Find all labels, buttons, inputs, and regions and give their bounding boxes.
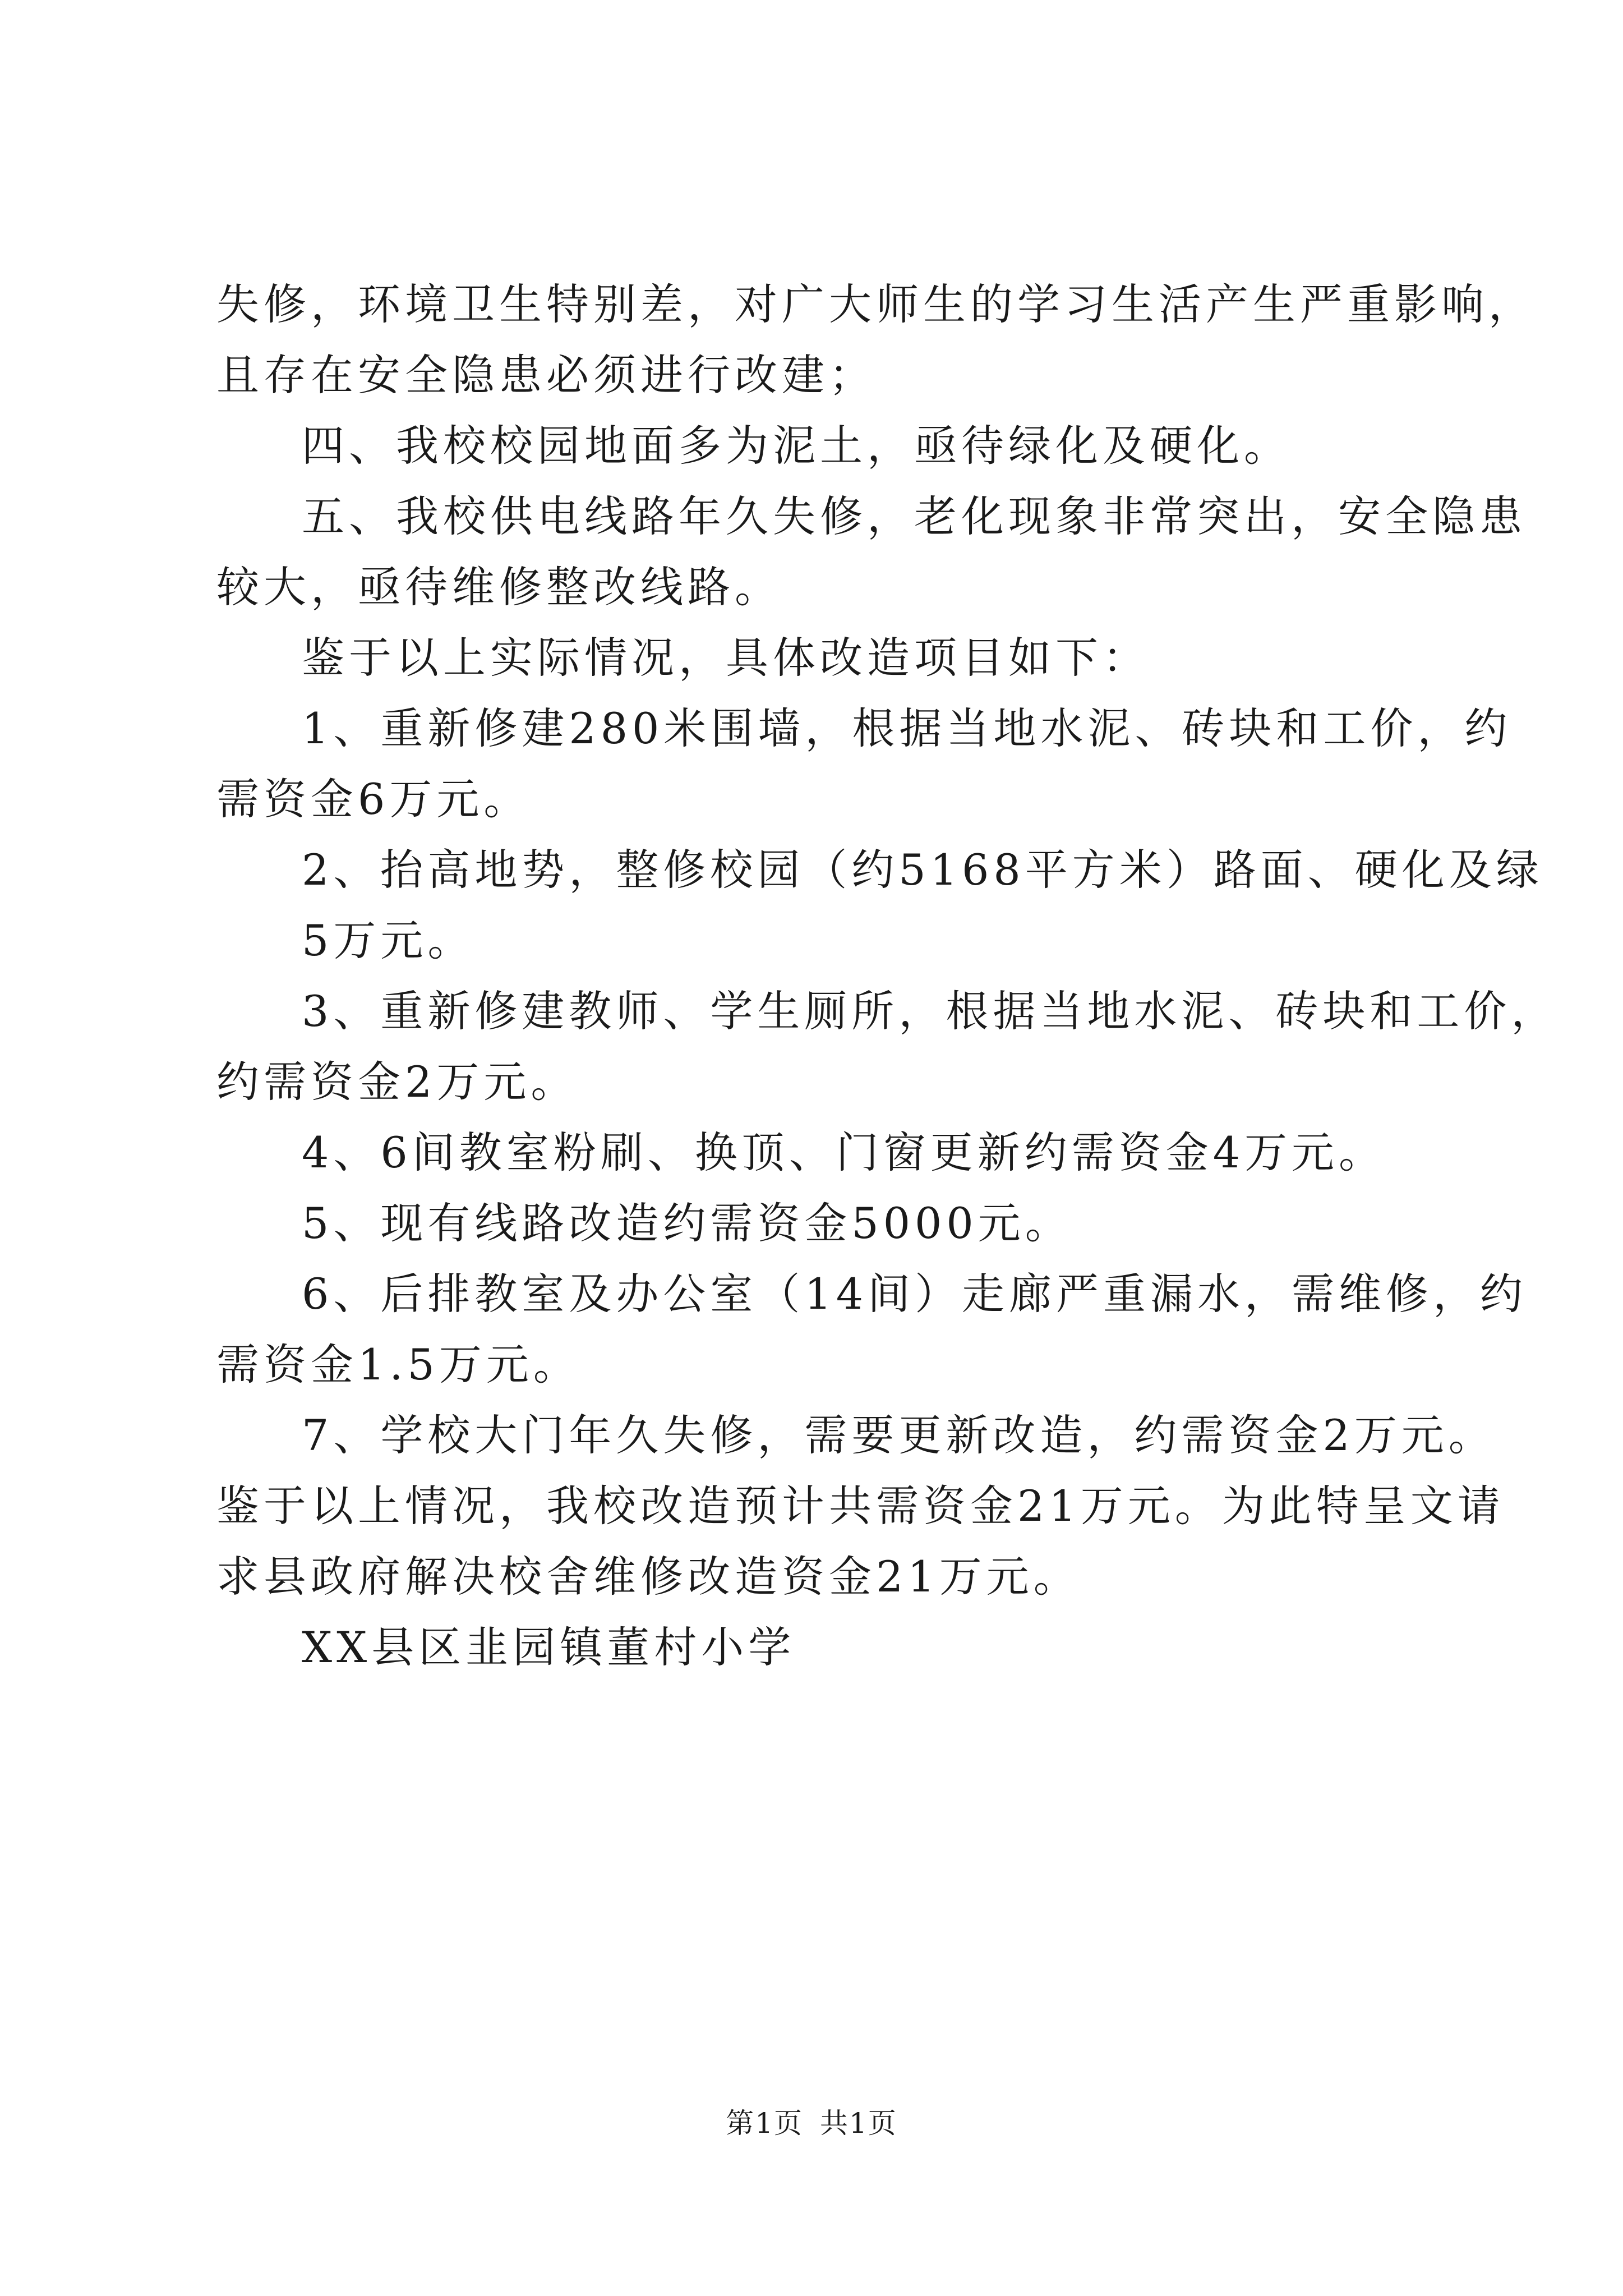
body-line: 失修，环境卫生特别差，对广大师生的学习生活产生严重影响， bbox=[216, 279, 1536, 329]
body-line: 1、重新修建280米围墙，根据当地水泥、砖块和工价，约 bbox=[302, 703, 1512, 753]
page-number-total: 共1页 bbox=[819, 2107, 897, 2139]
body-line: 鉴于以上实际情况，具体改造项目如下： bbox=[302, 633, 1150, 683]
body-line: 求县政府解决校舍维修改造资金21万元。 bbox=[216, 1552, 1081, 1602]
body-line: 6、后排教室及办公室（14间）走廊严重漏水，需维修，约 bbox=[302, 1269, 1528, 1319]
page-footer bbox=[0, 2101, 1623, 2141]
body-line: 4、6间教室粉刷、换顶、门窗更新约需资金4万元。 bbox=[302, 1128, 1386, 1177]
body-line: 3、重新修建教师、学生厕所，根据当地水泥、砖块和工价， bbox=[302, 986, 1559, 1036]
body-line: 且存在安全隐患必须进行改建； bbox=[216, 350, 876, 400]
page-number-current: 第1页 bbox=[726, 2107, 804, 2139]
document-body bbox=[216, 269, 1559, 1683]
body-line: 5、现有线路改造约需资金5000元。 bbox=[302, 1198, 1072, 1248]
body-line: 鉴于以上情况，我校改造预计共需资金21万元。为此特呈文请 bbox=[216, 1481, 1505, 1531]
body-line: 四、我校校园地面多为泥土，亟待绿化及硬化。 bbox=[302, 421, 1291, 471]
body-line: 需资金1.5万元。 bbox=[216, 1340, 580, 1389]
body-line: 2、抬高地势，整修校园（约5168平方米）路面、硬化及绿 bbox=[302, 845, 1543, 895]
body-line: 需资金6万元。 bbox=[216, 774, 531, 824]
body-line: 7、学校大门年久失修，需要更新改造，约需资金2万元。 bbox=[302, 1410, 1496, 1460]
body-line: 五、我校供电线路年久失修，老化现象非常突出，安全隐患 bbox=[302, 491, 1527, 541]
body-line: 5万元。 bbox=[302, 915, 475, 965]
signature-line: XX县区韭园镇董村小学 bbox=[302, 1622, 796, 1672]
body-line: 较大，亟待维修整改线路。 bbox=[216, 562, 782, 612]
body-line: 约需资金2万元。 bbox=[216, 1057, 578, 1107]
